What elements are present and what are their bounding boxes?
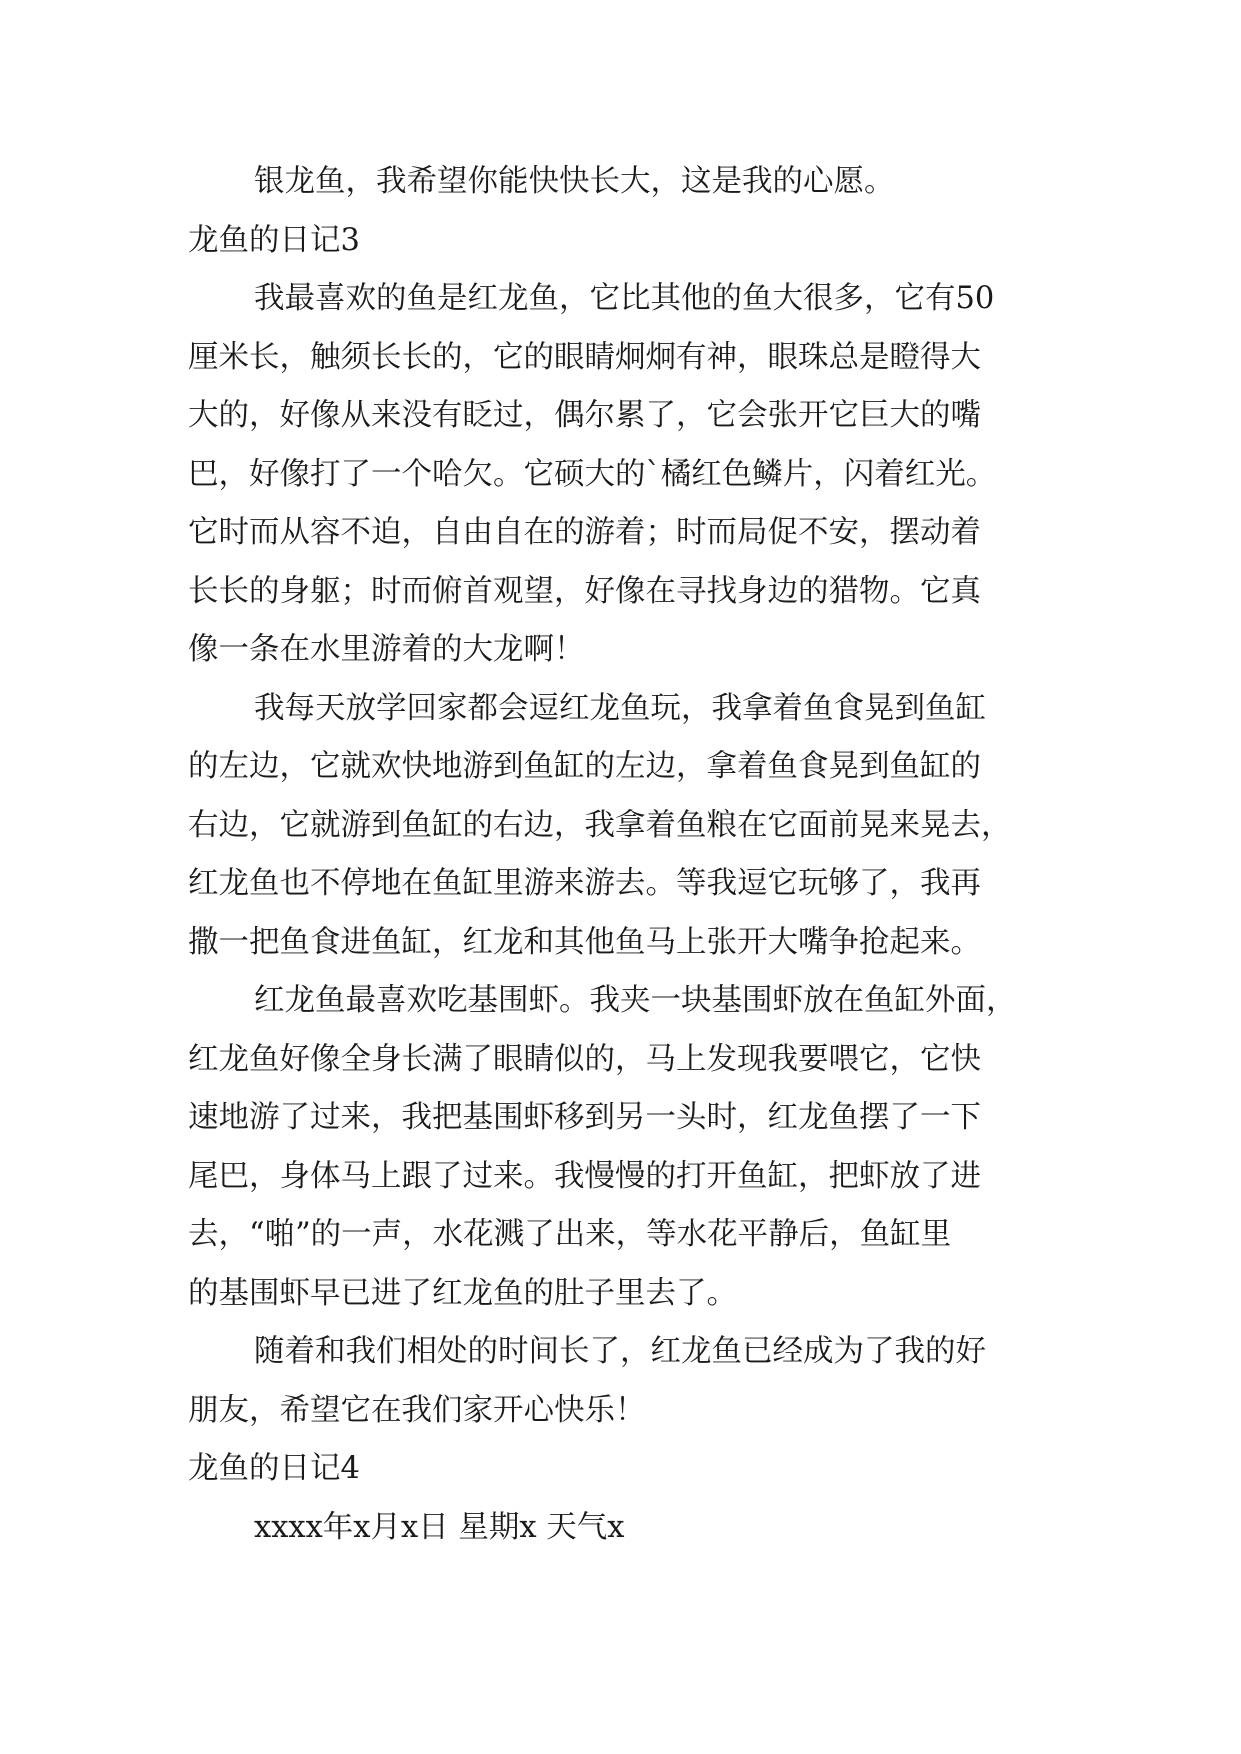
paragraph-line: 红龙鱼也不停地在鱼缸里游来游去。等我逗它玩够了，我再 — [188, 866, 981, 901]
paragraph-line: 朋友，希望它在我们家开心快乐！ — [188, 1392, 646, 1428]
paragraph-line: 它时而从容不迫，自由自在的游着；时而局促不安，摆动着 — [188, 515, 981, 550]
section-title: 龙鱼的日记4 — [188, 1451, 360, 1486]
paragraph-line: 我每天放学回家都会逗红龙鱼玩，我拿着鱼食晃到鱼缸 — [254, 690, 986, 726]
paragraph-line: 银龙鱼，我希望你能快快长大，这是我的心愿。 — [254, 164, 895, 199]
paragraph-line: 撒一把鱼食进鱼缸，红龙和其他鱼马上张开大嘴争抢起来。 — [188, 924, 981, 960]
paragraph-line: 的基围虾早已进了红龙鱼的肚子里去了。 — [188, 1275, 737, 1311]
document-body — [188, 153, 1068, 1557]
paragraph-line: 巴，好像打了一个哈欠。它硕大的`橘红色鳞片，闪着红光。 — [188, 456, 997, 492]
paragraph-line: 长长的身躯；时而俯首观望，好像在寻找身边的猎物。它真 — [188, 573, 981, 609]
paragraph-line: 尾巴，身体马上跟了过来。我慢慢的打开鱼缸，把虾放了进 — [188, 1158, 981, 1194]
section-title: 龙鱼的日记3 — [188, 222, 360, 258]
paragraph-line: 红龙鱼最喜欢吃基围虾。我夹一块基围虾放在鱼缸外面， — [254, 983, 1017, 1018]
paragraph-line: 随着和我们相处的时间长了，红龙鱼已经成为了我的好 — [254, 1334, 986, 1369]
paragraph-line: 像一条在水里游着的大龙啊！ — [188, 632, 585, 667]
paragraph-line: 的左边，它就欢快地游到鱼缸的左边，拿着鱼食晃到鱼缸的 — [188, 749, 981, 784]
paragraph-line: 厘米长，触须长长的，它的眼睛炯炯有神，眼珠总是瞪得大 — [188, 339, 981, 375]
paragraph-line: 我最喜欢的鱼是红龙鱼，它比其他的鱼大很多，它有50 — [254, 281, 995, 316]
paragraph-line: 速地游了过来，我把基围虾移到另一头时，红龙鱼摆了一下 — [188, 1100, 981, 1135]
paragraph-line: 大的，好像从来没有眨过，偶尔累了，它会张开它巨大的嘴 — [188, 398, 981, 433]
paragraph-line: 红龙鱼好像全身长满了眼睛似的，马上发现我要喂它，它快 — [188, 1041, 981, 1077]
paragraph-line: 去，“啪”的一声，水花溅了出来，等水花平静后，鱼缸里 — [188, 1217, 952, 1252]
paragraph-line: 右边，它就游到鱼缸的右边，我拿着鱼粮在它面前晃来晃去， — [188, 807, 1012, 843]
diary-date-line: xxxx年x月x日 星期x 天气x — [254, 1509, 625, 1545]
